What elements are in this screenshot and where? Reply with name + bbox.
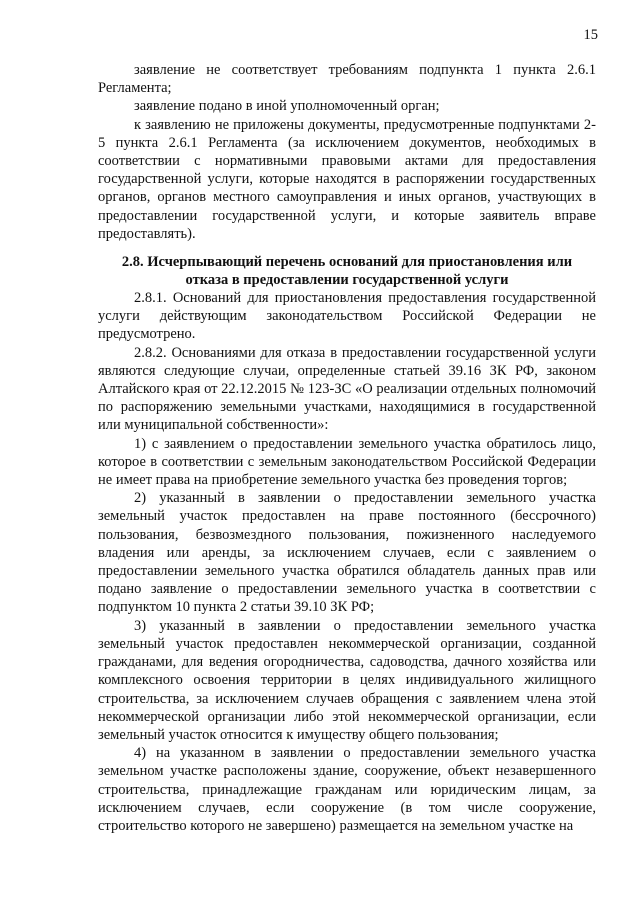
list-item-3: 3) указанный в заявлении о предоставлении земельного участка земельный участок предоставлен некоммерческой организации, созданной гражданами, для ведения огородничества, садоводства, дачного хозяйства или комплексного освоения территории в целях индивидуального жилищного строительства, за исключением случаев обращения с заявлением члена этой некоммерческой организации либо этой некоммерческой организации, если земельный участок относится к имуществу общего пользования;: [98, 617, 596, 743]
paragraph-2-8-2: 2.8.2. Основаниями для отказа в предоставлении государственной услуги являются следующие случаи, определенные статьей 39.16 ЗК РФ, законом Алтайского края от 22.12.2015 № 123-ЗС «О реализации отдельных полномочий по распоряжению земельными участками, находящимися в государственной или муниципальной собственности»:: [98, 344, 596, 434]
paragraph-top-3: к заявлению не приложены документы, предусмотренные подпунктами 2-5 пункта 2.6.1 Регламента (за исключением документов, необходимых в соответствии с нормативными правовыми актами для предоставления государственной услуги, которые находятся в распоряжении государственных органов, органов местного самоуправления и иных органов, участвующих в предоставлении государственной услуги, и которые заявитель вправе предоставлять).: [98, 116, 596, 242]
paragraph-2-8-1: 2.8.1. Оснований для приостановления предоставления государственной услуги действующим законодательством Российской Федерации не предусмотрено.: [98, 290, 596, 343]
page-number: 15: [583, 27, 598, 43]
paragraph-top-1: заявление не соответствует требованиям подпункта 1 пункта 2.6.1 Регламента;: [98, 62, 596, 97]
list-item-1: 1) с заявлением о предоставлении земельного участка обратилось лицо, которое в соответствии с земельным законодательством Российской Федерации не имеет права на приобретение земельного участка без проведения торгов;: [98, 435, 596, 489]
list-item-4: 4) на указанном в заявлении о предоставлении земельного участка земельном участке расположены здание, сооружение, объект незавершенного строительства, принадлежащие гражданам или юридическим лицам, за исключением случаев, если сооружение (в том числе сооружение, строительство которого не завершено) размещается на земельном участке на: [98, 745, 596, 834]
section-heading: 2.8. Исчерпывающий перечень оснований для приостановления или отказа в предоставлении государственной услуги: [121, 254, 573, 289]
document-body: [98, 61, 596, 835]
paragraph-top-2: заявление подано в иной уполномоченный орган;: [134, 98, 440, 115]
list-item-2: 2) указанный в заявлении о предоставлении земельного участка земельный участок предоставлен на праве постоянного (бессрочного) пользования, безвозмездного пользования, пожизненного наследуемого владения или аренды, за исключением случаев, если с заявлением о предоставлении земельного участка обратился обладатель данных прав или подано заявление о предоставлении земельного участка в соответствии с подпунктом 10 пункта 2 статьи 39.10 ЗК РФ;: [98, 490, 596, 616]
